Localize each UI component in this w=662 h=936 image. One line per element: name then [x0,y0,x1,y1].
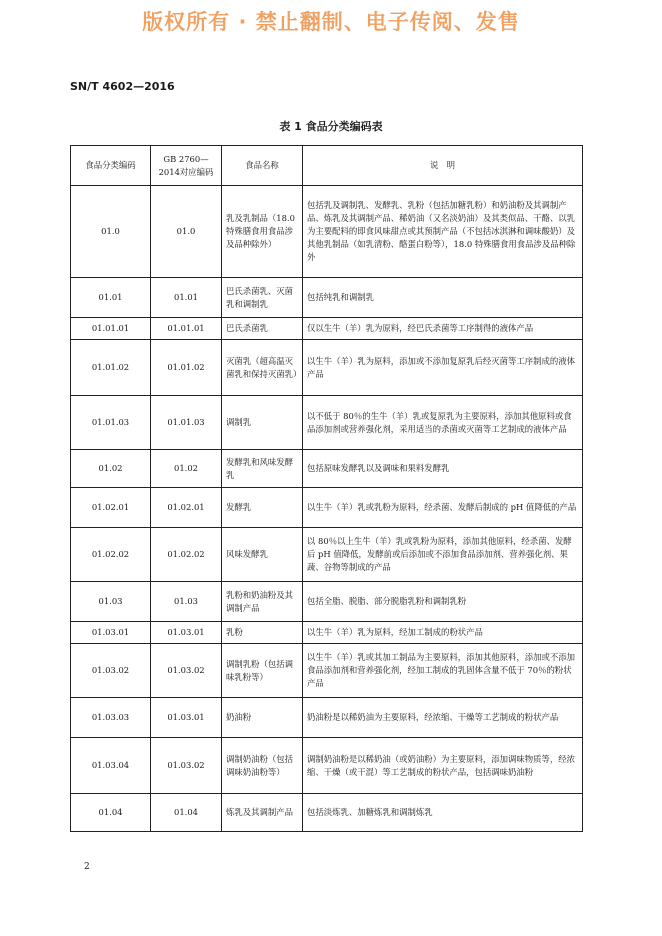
cell-food-name: 奶油粉 [222,698,303,738]
cell-code: 01.04 [71,794,151,832]
table-row [71,488,583,528]
cell-food-name: 乳及乳制品（18.0 特殊膳食用食品涉及品种除外） [222,186,303,278]
table-title: 表 1 食品分类编码表 [279,120,383,133]
cell-gb-code: 01.02.02 [151,528,222,582]
table-header-row [71,146,583,186]
cell-description: 包括乳及调制乳、发酵乳、乳粉（包括加糖乳粉）和奶油粉及其调制产品、炼乳及其调制产品、稀奶油（又名淡奶油）及其类似品、干酪、以乳为主要配料的即食风味甜点或其预制产品（不包括冰淇淋和调味酸奶）及其他乳制品（如乳清粉、酪蛋白粉等），18.0 特殊膳食用食品涉及品种除外 [303,186,583,278]
cell-food-name: 乳粉 [222,622,303,644]
cell-code: 01.01.02 [71,340,151,396]
cell-food-name: 调制乳 [222,396,303,450]
cell-gb-code: 01.0 [151,186,222,278]
cell-gb-code: 01.01.03 [151,396,222,450]
cell-gb-code: 01.03.02 [151,738,222,794]
cell-description: 奶油粉是以稀奶油为主要原料，经浓缩、干燥等工艺制成的粉状产品 [303,698,583,738]
table-row [71,340,583,396]
table-row [71,278,583,318]
cell-food-name: 发酵乳和风味发酵乳 [222,450,303,488]
cell-food-name: 调制奶油粉（包括调味奶油粉等） [222,738,303,794]
cell-code: 01.01.03 [71,396,151,450]
table-row [71,738,583,794]
cell-food-name: 灭菌乳（超高温灭菌乳和保持灭菌乳） [222,340,303,396]
cell-food-name: 巴氏杀菌乳 [222,318,303,340]
cell-gb-code: 01.03.01 [151,698,222,738]
header-food-name: 食品名称 [222,146,303,186]
table-row [71,622,583,644]
watermark-banner: 版权所有 · 禁止翻制、电子传阅、发售 [142,10,520,34]
cell-description: 调制奶油粉是以稀奶油（或奶油粉）为主要原料，添加调味物质等，经浓缩、干燥（或干混）等工艺制成的粉状产品，包括调味奶油粉 [303,738,583,794]
cell-description: 以不低于 80％的生牛（羊）乳或复原乳为主要原料，添加其他原料或食品添加剂或营养强化剂，采用适当的杀菌或灭菌等工艺制成的液体产品 [303,396,583,450]
cell-gb-code: 01.03.02 [151,644,222,698]
table-row [71,794,583,832]
cell-gb-code: 01.03.01 [151,622,222,644]
table-row [71,318,583,340]
table-row [71,698,583,738]
cell-description: 仅以生牛（羊）乳为原料，经巴氏杀菌等工序制得的液体产品 [303,318,583,340]
cell-food-name: 巴氏杀菌乳、灭菌乳和调制乳 [222,278,303,318]
header-description: 说 明 [303,146,583,186]
cell-code: 01.03.01 [71,622,151,644]
cell-description: 以生牛（羊）乳为原料，添加或不添加复原乳后经灭菌等工序制成的液体产品 [303,340,583,396]
cell-food-name: 乳粉和奶油粉及其调制产品 [222,582,303,622]
cell-code: 01.03.02 [71,644,151,698]
cell-gb-code: 01.03 [151,582,222,622]
table-row [71,582,583,622]
cell-gb-code: 01.01.02 [151,340,222,396]
page-number: 2 [84,862,90,872]
cell-code: 01.03.03 [71,698,151,738]
cell-description: 以 80％以上生牛（羊）乳或乳粉为原料，添加其他原料，经杀菌、发酵后 pH 值降低，发酵前或后添加或不添加食品添加剂、营养强化剂、果蔬、谷物等制成的产品 [303,528,583,582]
cell-code: 01.01 [71,278,151,318]
header-gb-code: GB 2760—2014对应编码 [151,146,222,186]
cell-description: 包括全脂、脱脂、部分脱脂乳粉和调制乳粉 [303,582,583,622]
cell-description: 包括淡炼乳、加糖炼乳和调制炼乳 [303,794,583,832]
food-classification-table [70,145,583,832]
cell-gb-code: 01.01 [151,278,222,318]
header-code: 食品分类编码 [71,146,151,186]
cell-description: 以生牛（羊）乳或乳粉为原料，经杀菌、发酵后制成的 pH 值降低的产品 [303,488,583,528]
cell-description: 以生牛（羊）乳为原料，经加工制成的粉状产品 [303,622,583,644]
table-row [71,450,583,488]
cell-gb-code: 01.01.01 [151,318,222,340]
cell-food-name: 风味发酵乳 [222,528,303,582]
document-code: SN/T 4602—2016 [70,80,175,93]
table-row [71,644,583,698]
table-row [71,396,583,450]
cell-gb-code: 01.02 [151,450,222,488]
cell-description: 包括原味发酵乳以及调味和果料发酵乳 [303,450,583,488]
cell-gb-code: 01.04 [151,794,222,832]
cell-code: 01.03.04 [71,738,151,794]
cell-gb-code: 01.02.01 [151,488,222,528]
cell-food-name: 调制乳粉（包括调味乳粉等） [222,644,303,698]
cell-code: 01.03 [71,582,151,622]
cell-food-name: 炼乳及其调制产品 [222,794,303,832]
cell-code: 01.02.01 [71,488,151,528]
cell-description: 以生牛（羊）乳或其加工制品为主要原料，添加其他原料，添加或不添加食品添加剂和营养强化剂，经加工制成的乳固体含量不低于 70％的粉状产品 [303,644,583,698]
cell-code: 01.0 [71,186,151,278]
table-row [71,528,583,582]
cell-code: 01.01.01 [71,318,151,340]
cell-code: 01.02.02 [71,528,151,582]
cell-food-name: 发酵乳 [222,488,303,528]
cell-code: 01.02 [71,450,151,488]
cell-description: 包括纯乳和调制乳 [303,278,583,318]
table-row [71,186,583,278]
